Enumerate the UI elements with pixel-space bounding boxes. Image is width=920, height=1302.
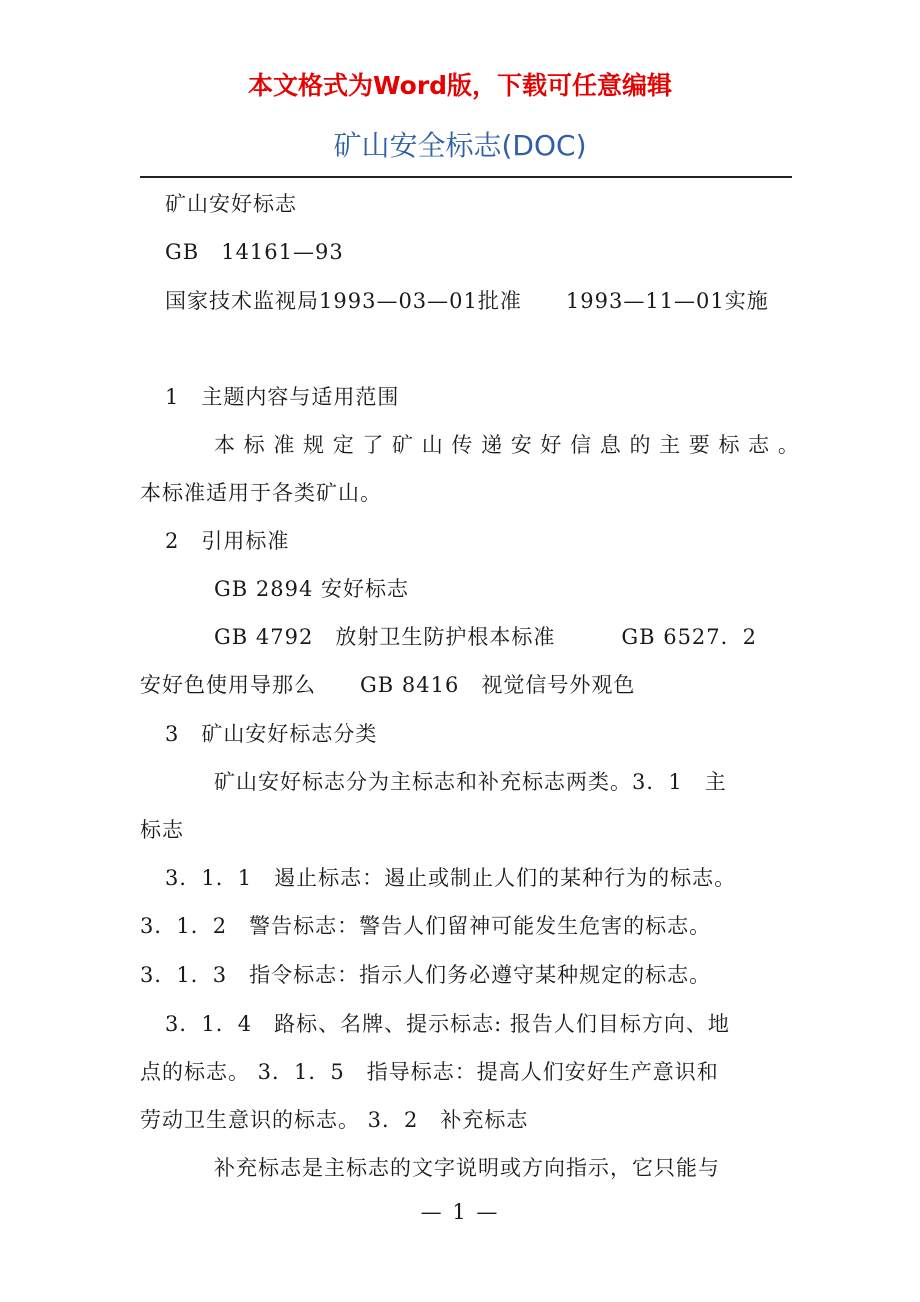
- paragraph-line: 矿山安好标志分为主标志和补充标志两类。3．1 主: [214, 770, 727, 794]
- document-title: 矿山安全标志(DOC): [333, 129, 587, 162]
- clause-item: 3．1．2 警告标志：警告人们留神可能发生危害的标志。: [140, 914, 712, 938]
- approval-info: 国家技术监视局1993—03—01批准 1993—11—01实施: [165, 289, 769, 313]
- paragraph-line: 本 标 准 规 定 了 矿 山 传 递 安 好 信 息 的 主 要 标 志 。: [214, 433, 800, 457]
- reference-item: GB 2894 安好标志: [214, 577, 410, 601]
- paragraph-line: 本标准适用于各类矿山。: [140, 481, 382, 505]
- section-heading-3: 3 矿山安好标志分类: [165, 722, 378, 746]
- reference-item: 安好色使用导那么 GB 8416 视觉信号外观色: [140, 673, 636, 697]
- paragraph-line: 补充标志是主标志的文字说明或方向指示，它只能与: [214, 1156, 720, 1180]
- section-heading-1: 1 主题内容与适用范围: [165, 385, 400, 409]
- clause-item: 3．1．3 指令标志：指示人们务必遵守某种规定的标志。: [140, 963, 712, 987]
- reference-item: GB 4792 放射卫生防护根本标准 GB 6527．2: [214, 625, 758, 649]
- clause-item: 3．1．4 路标、名牌、提示标志: 报告人们目标方向、地: [165, 1012, 730, 1036]
- clause-item: 劳动卫生意识的标志。 3．2 补充标志: [140, 1108, 529, 1132]
- standard-name: 矿山安好标志: [165, 192, 297, 216]
- paragraph-line: 标志: [140, 818, 184, 842]
- section-heading-2: 2 引用标准: [165, 529, 290, 553]
- standard-number: GB 14161—93: [165, 240, 344, 264]
- format-banner: 本文格式为Word版，下载可任意编辑: [247, 71, 673, 100]
- clause-item: 3．1．1 遏止标志：遏止或制止人们的某种行为的标志。: [165, 866, 737, 890]
- clause-item: 点的标志。 3．1．5 指导标志：提高人们安好生产意识和: [140, 1060, 719, 1084]
- header-divider: [140, 176, 792, 178]
- page-number: — 1 —: [420, 1200, 500, 1224]
